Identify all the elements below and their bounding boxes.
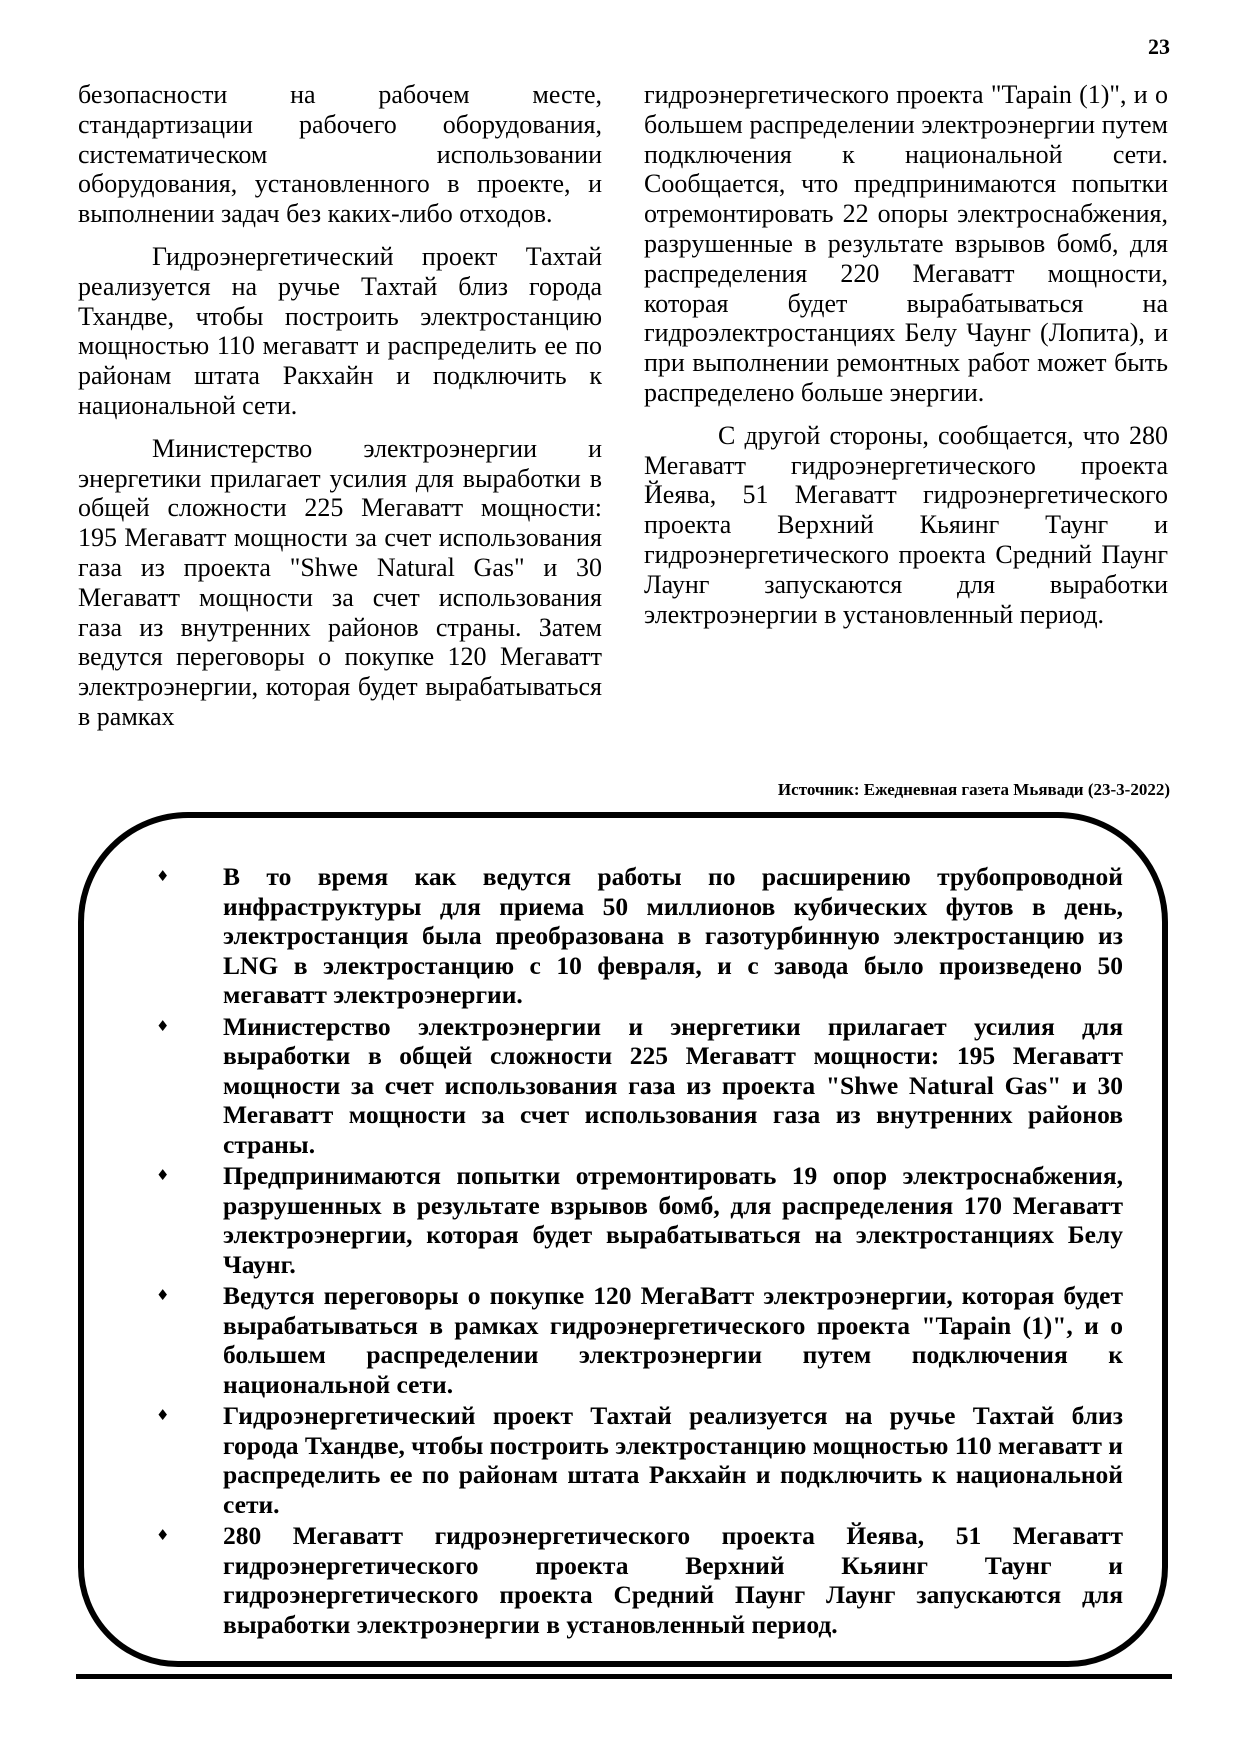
article-column-right — [644, 80, 1168, 629]
summary-text: 280 Мегаватт гидроэнергетического проекта Йеява, 51 Мегаватт гидроэнергетического проекта Верхний Кьяинг Таунг и гидроэнергетического проекта Средний Паунг Лаунг запускаются для выработки электроэнергии в установленный период. — [223, 1521, 1123, 1639]
page-number: 23 — [1148, 34, 1170, 59]
summary-text: Министерство электроэнергии и энергетики прилагает усилия для выработки в общей сложности 225 Мегаватт мощности: 195 Мегаватт мощности за счет использования газа из проекта "Shwe Natural Gas" и 30 Мегаватт мощности за счет использования газа из внутренних районов страны. — [223, 1011, 1123, 1159]
summary-text: Ведутся переговоры о покупке 120 МегаВатт электроэнергии, которая будет вырабатываться в рамках гидроэнергетического проекта "Tapain (1)", и о большем распределении электроэнергии путем подключения к национальной сети. — [223, 1281, 1123, 1399]
article-paragraph: гидроэнергетического проекта "Tapain (1)", и о большем распределении электроэнергии путем подключения к национальной сети. Сообщается, что предпринимаются попытки отремонтировать 22 опоры электроснабжения, разрушенные в результате взрывов бомб, для распределения 220 Мегаватт мощности, которая будет вырабатываться на гидроэлектростанциях Белу Чаунг (Лопита), и при выполнении ремонтных работ может быть распределено больше энергии. — [644, 80, 1168, 407]
diamond-bullet-icon: ♦ — [156, 1526, 170, 1544]
article-paragraph: безопасности на рабочем месте, стандартизации рабочего оборудования, систематическом использовании оборудования, установленного в проекте, и выполнении задач без каких-либо отходов. — [78, 80, 602, 229]
summary-text: Гидроэнергетический проект Тахтай реализуется на ручье Тахтай близ города Тхандве, чтобы построить электростанцию мощностью 110 мегаватт и распределить ее по районам штата Ракхайн и подключить к национальной сети. — [223, 1401, 1123, 1519]
summary-box — [78, 812, 1168, 1667]
article-column-left — [78, 80, 602, 732]
source-citation: Источник: Ежедневная газета Мьявади (23-3-2022) — [777, 780, 1170, 799]
summary-item — [156, 1012, 1123, 1160]
article-paragraph: Гидроэнергетический проект Тахтай реализуется на ручье Тахтай близ города Тхандве, чтобы построить электростанцию мощностью 110 мегаватт и распределить ее по районам штата Ракхайн и подключить к национальной сети. — [78, 241, 602, 420]
summary-text: Предпринимаются попытки отремонтировать 19 опор электроснабжения, разрушенных в результате взрывов бомб, для распределения 170 Мегаватт электроэнергии, которая будет вырабатываться на электростанциях Белу Чаунг. — [223, 1161, 1123, 1279]
summary-text: В то время как ведутся работы по расширению трубопроводной инфраструктуры для приема 50 миллионов кубических футов в день, электростанция была преобразована в газотурбинную электростанцию из LNG в электростанцию с 10 февраля, и с завода было произведено 50 мегаватт электроэнергии. — [223, 862, 1123, 1009]
diamond-bullet-icon: ♦ — [156, 1406, 170, 1424]
summary-item — [156, 1281, 1123, 1399]
article-columns — [78, 80, 1168, 780]
summary-item — [156, 862, 1123, 1010]
summary-list — [156, 862, 1123, 1641]
diamond-bullet-icon: ♦ — [156, 867, 170, 885]
bottom-rule — [76, 1674, 1172, 1679]
article-paragraph: С другой стороны, сообщается, что 280 Мегаватт гидроэнергетического проекта Йеява, 51 Мегаватт гидроэнергетического проекта Верхний Кьяинг Таунг и гидроэнергетического проекта Средний Паунг Лаунг запускаются для выработки электроэнергии в установленный период. — [644, 420, 1168, 629]
summary-item — [156, 1521, 1123, 1639]
diamond-bullet-icon: ♦ — [156, 1286, 170, 1304]
summary-item — [156, 1401, 1123, 1519]
diamond-bullet-icon: ♦ — [156, 1166, 170, 1184]
article-paragraph: Министерство электроэнергии и энергетики прилагает усилия для выработки в общей сложности 225 Мегаватт мощности: 195 Мегаватт мощности за счет использования газа из проекта "Shwe Natural Gas" и 30 Мегаватт мощности за счет использования газа из внутренних районов страны. Затем ведутся переговоры о покупке 120 Мегаватт электроэнергии, которая будет вырабатываться в рамках — [78, 433, 602, 731]
summary-item — [156, 1161, 1123, 1279]
diamond-bullet-icon: ♦ — [156, 1016, 170, 1035]
